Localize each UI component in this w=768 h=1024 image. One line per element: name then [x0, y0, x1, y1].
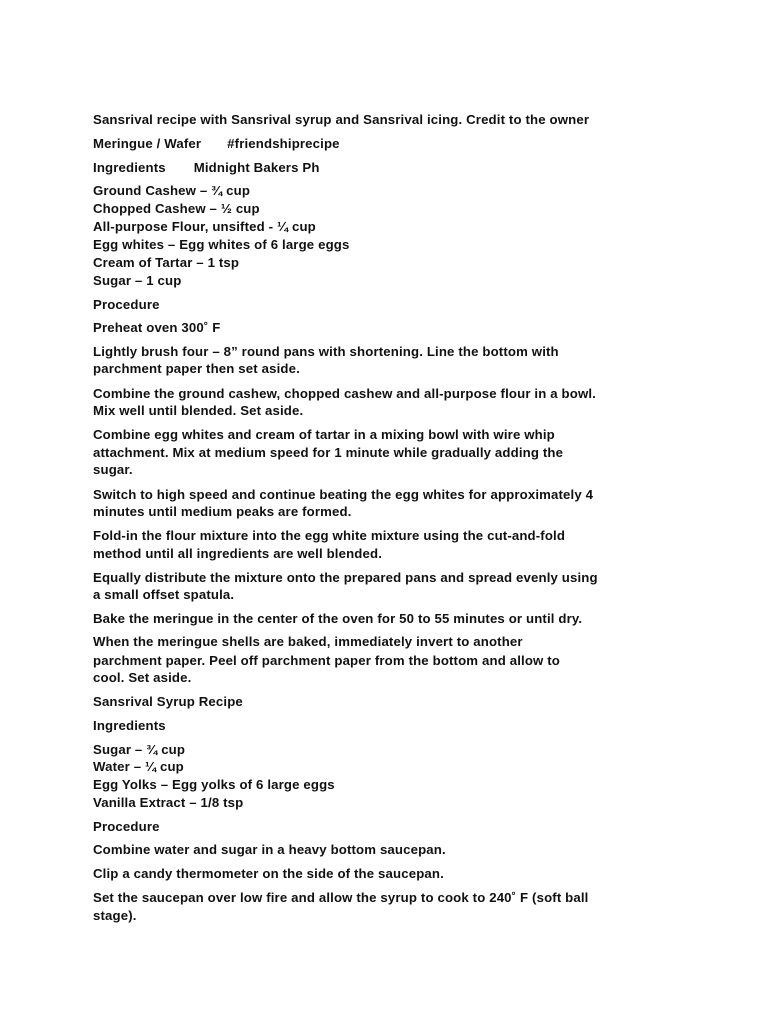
ingredient-item: Egg whites – Egg whites of 6 large eggs	[93, 237, 350, 252]
syrup-procedure-heading: Procedure	[93, 819, 160, 834]
syrup-ingredients-heading: Ingredients	[93, 718, 166, 733]
syrup-step: Combine water and sugar in a heavy bottom saucepan.	[93, 842, 446, 857]
procedure-step: Combine egg whites and cream of tartar in a mixing bowl with wire whip	[93, 427, 555, 442]
procedure-step-continued: parchment paper. Peel off parchment paper from the bottom and allow to	[93, 653, 560, 668]
syrup-ingredient-item: Water – ¼ cup	[93, 759, 184, 774]
procedure-step-continued: method until all ingredients are well blended.	[93, 546, 383, 561]
procedure-step: Switch to high speed and continue beating the egg whites for approximately 4	[93, 487, 594, 502]
procedure-step: Equally distribute the mixture onto the prepared pans and spread evenly using	[93, 570, 598, 585]
procedure-step: Preheat oven 300˚ F	[93, 320, 221, 335]
procedure-heading: Procedure	[93, 297, 160, 312]
ingredient-item: Chopped Cashew – ½ cup	[93, 201, 260, 216]
ingredient-item: Ground Cashew – ¾ cup	[93, 183, 251, 198]
procedure-step-continued: a small offset spatula.	[93, 587, 235, 602]
procedure-step: Fold-in the flour mixture into the egg white mixture using the cut-and-fold	[93, 528, 566, 543]
procedure-step-continued: sugar.	[93, 462, 133, 477]
syrup-ingredient-item: Sugar – ¾ cup	[93, 742, 186, 757]
procedure-step-continued: Mix well until blended. Set aside.	[93, 403, 304, 418]
procedure-step-continued: attachment. Mix at medium speed for 1 minute while gradually adding the	[93, 445, 564, 460]
ingredients-heading-line	[93, 159, 320, 177]
syrup-heading: Sansrival Syrup Recipe	[93, 694, 243, 709]
procedure-step-continued: cool. Set aside.	[93, 670, 192, 685]
ingredients-heading: Ingredients	[93, 160, 166, 175]
document-title: Sansrival recipe with Sansrival syrup and Sansrival icing. Credit to the owner	[93, 112, 590, 127]
procedure-step: Bake the meringue in the center of the oven for 50 to 55 minutes or until dry.	[93, 611, 583, 626]
syrup-ingredient-item: Egg Yolks – Egg yolks of 6 large eggs	[93, 777, 335, 792]
hashtag: #friendshiprecipe	[227, 136, 340, 151]
meringue-heading-line	[93, 135, 340, 153]
syrup-step: Clip a candy thermometer on the side of the saucepan.	[93, 866, 444, 881]
meringue-heading: Meringue / Wafer	[93, 136, 202, 151]
procedure-step-continued: parchment paper then set aside.	[93, 361, 300, 376]
ingredient-item: Sugar – 1 cup	[93, 273, 182, 288]
ingredient-item: Cream of Tartar – 1 tsp	[93, 255, 240, 270]
procedure-step-continued: minutes until medium peaks are formed.	[93, 504, 352, 519]
procedure-step: Combine the ground cashew, chopped cashew and all-purpose flour in a bowl.	[93, 386, 596, 401]
ingredient-item: All-purpose Flour, unsifted - ¼ cup	[93, 219, 316, 234]
source-credit: Midnight Bakers Ph	[193, 160, 320, 175]
procedure-step: When the meringue shells are baked, immediately invert to another	[93, 634, 523, 649]
procedure-step: Lightly brush four – 8” round pans with shortening. Line the bottom with	[93, 344, 559, 359]
syrup-step-continued: stage).	[93, 908, 137, 923]
syrup-step: Set the saucepan over low fire and allow the syrup to cook to 240˚ F (soft ball	[93, 890, 589, 905]
syrup-ingredient-item: Vanilla Extract – 1/8 tsp	[93, 795, 244, 810]
